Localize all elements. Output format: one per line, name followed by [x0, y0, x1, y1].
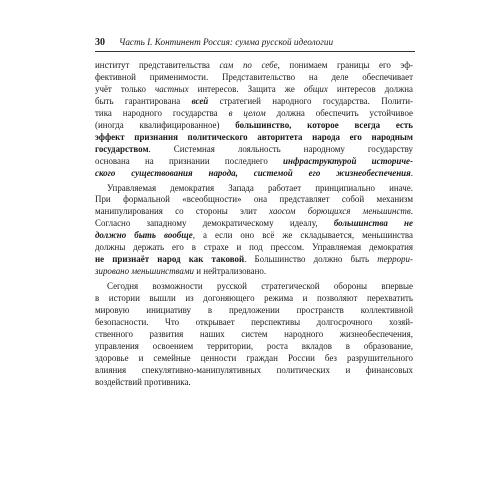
paragraph-3: Сегодня возможности русской стратегической обороны впервые в истории вышли из догоняющего режима и позволяют перехватить мировую инициативу в предложении пространств коллективной безопасности. Что открывает перспективы долгосрочного хозяй- ственного развития наших систем народного жизнеобеспечения, управления освоением территории, роста вкладов в образование, здоровье и семейные ценности граждан России без разрушительного влияния спекулятивно-манипулятивных политических и финансовых воздействий противника. — [95, 281, 413, 387]
page-number: 30 — [95, 37, 105, 48]
page-header — [95, 37, 415, 48]
body-text — [95, 60, 413, 389]
running-title: Часть I. Континент Россия: сумма русской идеологии — [119, 37, 334, 47]
paragraph-1: институт представительства сам по себе, понимаем границы его эф- фективной применимости. Представительство на деле обеспечивает учёт только частных интересов. Защита же общих интересов должна быть гарантирована всей стратегией народного государства. Полити- тика народного государства в целом должна обеспечить устойчивое (иногда квалифицированное) большинство, которое всегда есть эффект признания политического авторитета народа его народным государством. Системная лояльность народному государству основана на признании последнего инфраструктурой историче- ского существования народа, системой его жизнеобеспечения. — [95, 60, 413, 178]
header-rule — [95, 51, 415, 52]
paragraph-2: Управляемая демократия Запада работает принципиально иначе. При формальной «всеобщности» она представляет собой механизм манипулирования со стороны элит хаосом борющихся меньшинств. Согласно западному демократическому идеалу, большинства не должно быть вообще, а если оно всё же складывается, меньшинства должны держать его в страхе и под прессом. Управляемая демократия не признаёт народ как таковой. Большинство должно быть террори- зировано меньшинствами и нейтрализовано. — [95, 182, 413, 277]
